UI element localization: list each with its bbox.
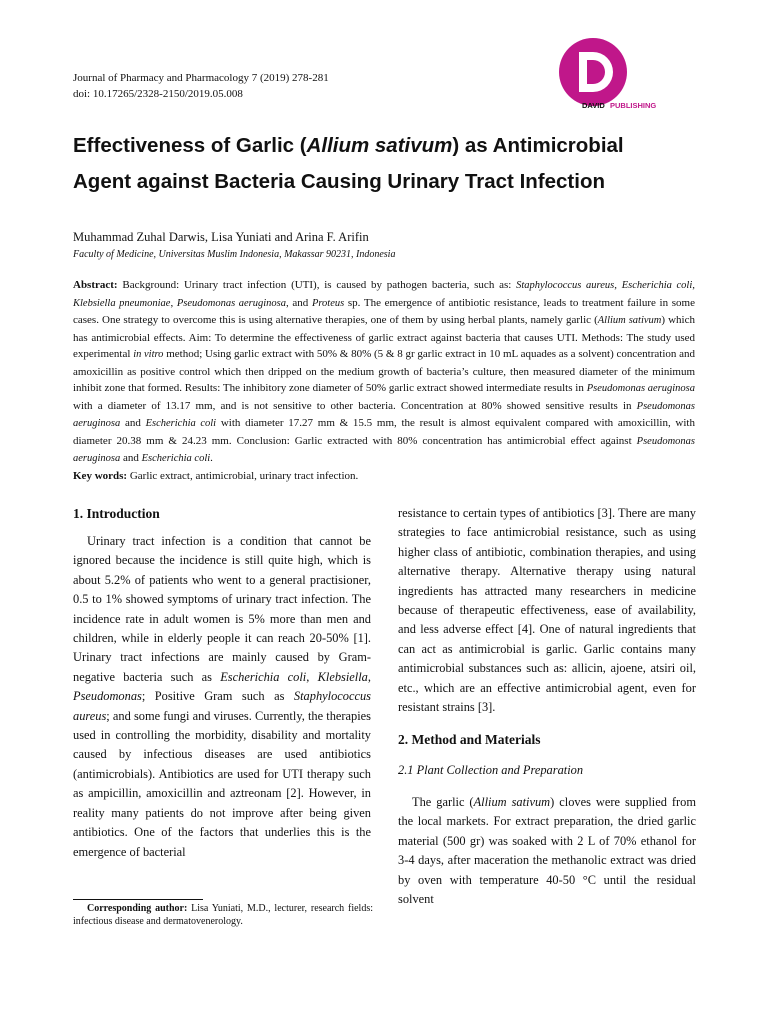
publisher-logo-mark xyxy=(555,38,705,118)
right-column xyxy=(398,504,696,909)
authors: Muhammad Zuhal Darwis, Lisa Yuniati and Arina F. Arifin xyxy=(73,230,369,244)
keywords-text: Garlic extract, antimicrobial, urinary tract infection. xyxy=(127,470,359,482)
subsection-heading: 2.1 Plant Collection and Preparation xyxy=(398,763,584,778)
title-italic: Allium sativum xyxy=(306,134,453,157)
journal-header xyxy=(73,70,329,102)
footnote-divider xyxy=(73,899,203,900)
keywords-label: Key words: xyxy=(73,470,128,482)
title-part2: ) as Antimicrobial xyxy=(452,134,624,157)
logo-brand-right: PUBLISHING xyxy=(610,101,657,110)
publisher-logo xyxy=(555,38,705,118)
logo-brand-left: DAVID xyxy=(582,101,605,110)
logo-circle xyxy=(559,38,627,106)
doi: doi: 10.17265/2328-2150/2019.05.008 xyxy=(73,88,243,100)
abstract-label: Abstract: xyxy=(73,279,118,291)
section-heading-methods: 2. Method and Materials xyxy=(398,732,541,748)
title-part1: Effectiveness of Garlic ( xyxy=(73,134,307,157)
section-heading-introduction: 1. Introduction xyxy=(73,506,160,521)
affiliation: Faculty of Medicine, Universitas Muslim Indonesia, Makassar 90231, Indonesia xyxy=(73,249,396,260)
paper-title xyxy=(73,128,713,200)
title-line2: Agent against Bacteria Causing Urinary Tract Infection xyxy=(73,170,605,193)
keywords xyxy=(73,470,358,482)
abstract: Abstract: Background: Urinary tract infection (UTI), is caused by pathogen bacteria, such as: Staphylococcus aureus, Escherichia coli, Klebsiella pneumoniae, Pseudomonas aeruginosa, and Proteus sp. The emergence of antibiotic resistance, leads to treatment failure in some cases. One strategy to overcome this is using alternative therapies, one of them by using herbal plants, namely garlic (Allium sativum) which has antimicrobial effects. Aim: To determine the effectiveness of garlic extract against bacteria that causes UTI. Methods: The study used experimental in vitro method; Using garlic extract with 50% & 80% (5 & 8 gr garlic extract in 10 mL aquades as a solvent) concentration and amoxicillin as positive control which then dripped on the medium growth of bacteria’s culture, then measured diameter of the minimum inhibit zone that formed. Results: The inhibitory zone diameter of 50% garlic extract showed intermediate results in Pseudomonas aeruginosa with a diameter of 13.17 mm, and is not sensitive to other bacteria. Concentration at 80% showed sensitive results in Pseudomonas aeruginosa and Escherichia coli with diameter 17.27 mm & 15.5 mm, the result is almost equivalent compared with amoxicillin, with diameter 20.38 mm & 24.23 mm. Conclusion: Garlic extracted with 80% concentration has antimicrobial effect against Pseudomonas aeruginosa and Escherichia coli. xyxy=(73,279,696,464)
footnote-text: Lisa Yuniati, M.D., lecturer, research fields: infectious disease and dermatovenerology. xyxy=(73,903,373,927)
intro-paragraph: Urinary tract infection is a condition that cannot be ignored because the incidence is still quite high, which is about 5.2% of patients who went to a general practisioner, 0.5 to 1% showed symptoms of urinary tract infection. The incidence rate in adult women is 5% more than men and children, while in elderly people it can reach 20-50% [1]. Urinary tract infections are mainly caused by Gram-negative bacteria such as Escherichia coli, Klebsiella, Pseudomonas; Positive Gram such as Staphylococcus aureus; and some fungi and viruses. Currently, the therapies used in controlling the morbidity, disability and mortality caused by infectious diseases are used antibiotics (antimicrobials). Antibiotics are used for UTI therapy such as ampicillin, amoxicillin and aztreonam [2]. However, in reality many patients do not improve after being given antibiotics. One of the factors that underlies this is the emergence of bacterial xyxy=(73,534,371,859)
methods-paragraph: The garlic (Allium sativum) cloves were supplied from the local markets. For extract preparation, the dried garlic material (500 gr) was soaked with 2 L of 70% ethanol for 3-4 days, after maceration the methanolic extract was dried by oven with temperature 40-50 °C until the residual solvent xyxy=(398,794,696,906)
journal-citation: Journal of Pharmacy and Pharmacology 7 (2019) 278-281 xyxy=(73,72,329,84)
left-column xyxy=(73,505,371,862)
footnote xyxy=(73,902,373,928)
footnote-label: Corresponding author: xyxy=(87,903,188,914)
right-paragraph-1: resistance to certain types of antibiotics [3]. There are many strategies to face antimicrobial resistance, such as using higher class of antibiotic, combination therapies, and using alternative therapy. Alternative therapy using natural ingredients has attracted many researchers in medicine because of therapeutic effectiveness, ease of availability, and less adverse effect [4]. One of natural ingredients that can act as antimicrobial is garlic. Garlic contains many antimicrobial substances such as: allicin, ajoene, atsiri oil, etc., which are an effective antimicrobial agent, even for resistant strains [3]. xyxy=(398,506,696,715)
